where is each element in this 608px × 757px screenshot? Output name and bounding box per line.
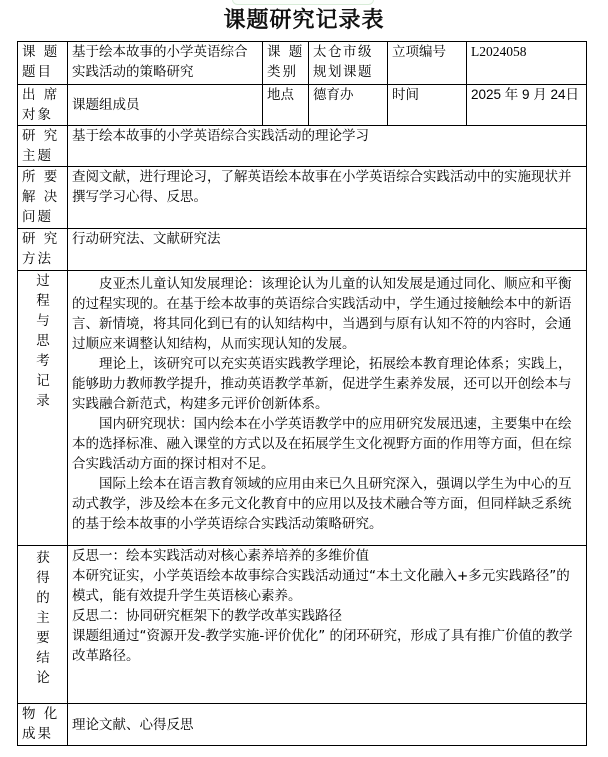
process-label-char: 录 <box>36 393 50 409</box>
conclusion-label-char: 获 <box>36 550 50 566</box>
row-topic <box>18 42 587 85</box>
location-value: 德育办 <box>309 85 388 126</box>
row-research-theme <box>18 126 587 167</box>
outcome-label: 物 化 成果 <box>18 704 68 746</box>
row-process <box>18 271 587 546</box>
process-paragraph-significance: 理论上，该研究可以充实英语实践教学理论，拓展绘本教育理论体系；实践上，能够助力教师教学提升，推动英语教学革新，促进学生素养发展，还可以开创绘本与实践融合新范式，构建多元评价创新体系。 <box>72 356 572 412</box>
research-record-table <box>17 41 587 746</box>
row-problem <box>18 167 587 229</box>
method-value: 行动研究法、文献研究法 <box>68 229 587 271</box>
topic-value: 基于绘本故事的小学英语综合实践活动的策略研究 <box>68 42 263 85</box>
conclusion-label <box>18 546 68 704</box>
category-label: 课 题 类别 <box>263 42 309 85</box>
row-attendees <box>18 85 587 126</box>
process-paragraph-domestic: 国内研究现状：国内绘本在小学英语教学中的应用研究发展迅速，主要集中在绘本的选择标准、融入课堂的方式以及在拓展学生文化视野方面的作用等方面，但在综合实践活动方面的探讨相对不足。 <box>72 416 572 472</box>
process-label-char: 考 <box>36 353 50 369</box>
document-title: 课题研究记录表 <box>223 7 385 33</box>
problem-value: 查阅文献，进行理论习，了解英语绘本故事在小学英语综合实践活动中的实施现状并撰写学习心得、反思。 <box>68 167 587 229</box>
attendees-label: 出 席 对象 <box>18 85 68 126</box>
conclusion-label-char: 主 <box>36 610 50 626</box>
process-label-char: 程 <box>36 293 50 309</box>
top-tab-decoration <box>232 0 374 5</box>
method-label: 研 究 方法 <box>18 229 68 271</box>
project-no-label: 立项编号 <box>388 42 467 85</box>
conclusion-reflection-1-body: 本研究证实，小学英语绘本故事综合实践活动通过“本土文化融入+多元实践路径”的模式，能有效提升学生英语核心素养。 <box>72 568 570 604</box>
process-paragraph-international: 国际上绘本在语言教育领域的应用由来已久且研究深入，强调以学生为中心的互动式教学，涉及绘本在多元文化教育中的应用以及技术融合等方面，但同样缺乏系统的基于绘本故事的小学英语综合实践活动策略研究。 <box>72 476 572 532</box>
category-value: 太仓市级规划课题 <box>309 42 388 85</box>
process-label-char: 记 <box>36 373 50 389</box>
conclusion-reflection-2-body: 课题组通过“资源开发-教学实施-评价优化” 的闭环研究，形成了具有推广价值的教学改革路径。 <box>72 628 573 664</box>
conclusion-reflection-1-title: 反思一：绘本实践活动对核心素养培养的多维价值 <box>72 548 369 564</box>
conclusion-label-char: 论 <box>36 670 50 686</box>
row-method <box>18 229 587 271</box>
process-label-char: 思 <box>36 333 50 349</box>
location-label: 地点 <box>263 85 309 126</box>
research-theme-value: 基于绘本故事的小学英语综合实践活动的理论学习 <box>68 126 587 167</box>
conclusion-label-char: 结 <box>36 650 50 666</box>
conclusion-label-char: 要 <box>36 630 50 646</box>
process-content <box>68 271 587 546</box>
process-label-char: 与 <box>36 313 50 329</box>
attendees-value: 课题组成员 <box>68 85 263 126</box>
project-no-value: L2024058 <box>467 42 587 85</box>
process-label-char: 过 <box>36 273 50 289</box>
row-conclusion <box>18 546 587 704</box>
conclusion-content <box>68 546 587 704</box>
research-theme-label: 研 究 主题 <box>18 126 68 167</box>
topic-label: 课 题 题目 <box>18 42 68 85</box>
time-label: 时间 <box>388 85 467 126</box>
conclusion-reflection-2-title: 反思二：协同研究框架下的教学改革实践路径 <box>72 608 342 624</box>
conclusion-label-char: 得 <box>36 570 50 586</box>
outcome-value: 理论文献、心得反思 <box>68 704 587 746</box>
conclusion-label-char: 的 <box>36 590 50 606</box>
process-paragraph-piaget: 皮亚杰儿童认知发展理论：该理论认为儿童的认知发展是通过同化、顺应和平衡的过程实现的。在基于绘本故事的英语综合实践活动中，学生通过接触绘本中的新语言、新情境，将其同化到已有的认知结构中，当遇到与原有认知不符的内容时，会通过顺应来调整认知结构，从而实现认知的发展。 <box>72 276 572 352</box>
time-value: 2025 年 9 月 24日 <box>467 85 587 126</box>
problem-label: 所 要 解 决 问题 <box>18 167 68 229</box>
process-label <box>18 271 68 546</box>
row-outcome <box>18 704 587 746</box>
